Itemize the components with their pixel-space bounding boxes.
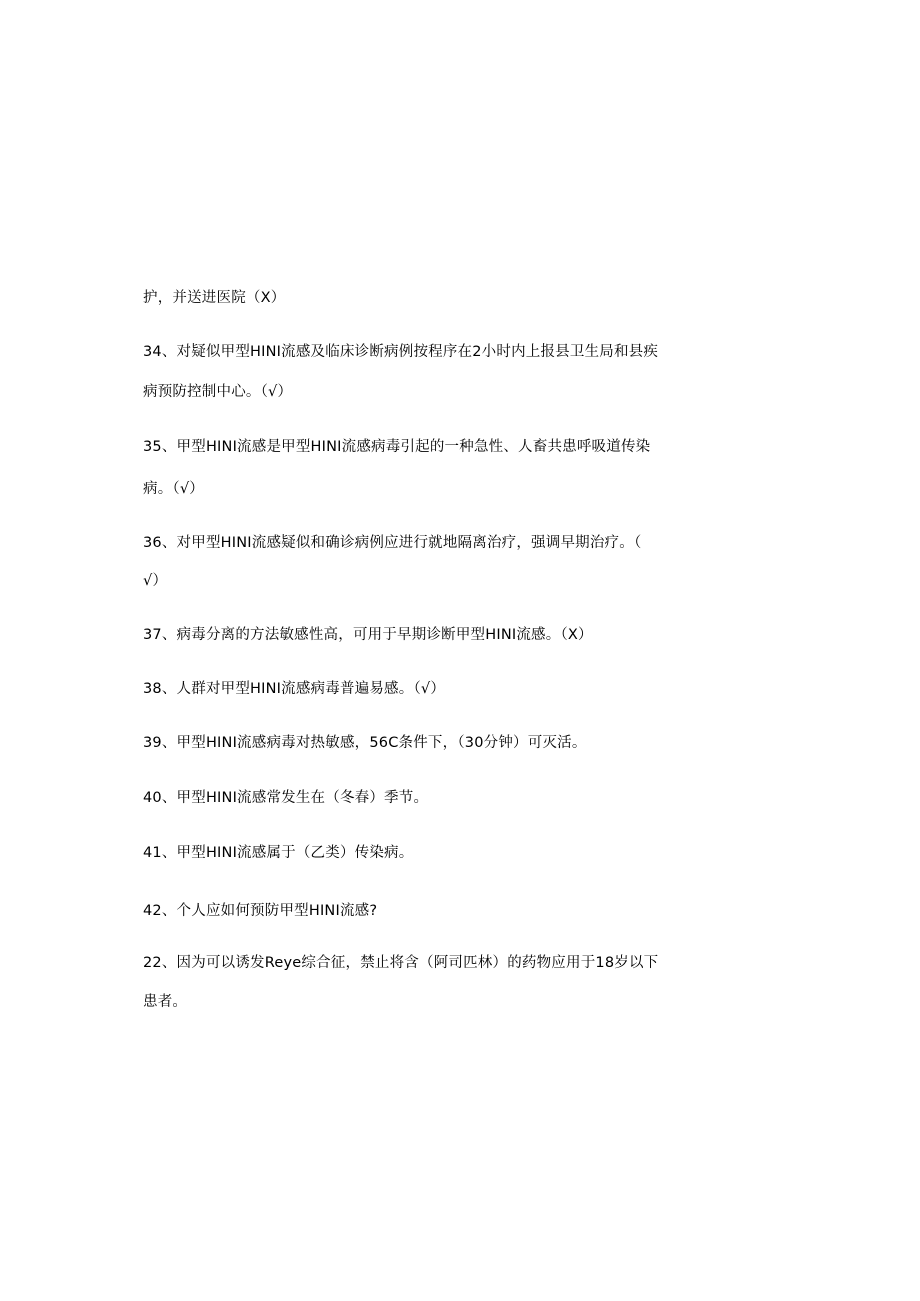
q35-line2: 病。（√） [143,481,204,497]
q39-line: 39、甲型HINI流感病毒对热敏感，56C条件下，（30分钟）可灭活。 [143,735,587,751]
q41-line: 41、甲型HINI流感属于（乙类）传染病。 [143,845,414,861]
q34-line1: 34、对疑似甲型HINI流感及临床诊断病例按程序在2小时内上报县卫生局和县疾 [143,344,659,360]
q35-line1: 35、甲型HINI流感是甲型HINI流感病毒引起的一种急性、人畜共患呼吸道传染 [143,439,651,455]
q33-continuation: 护，并送进医院（X） [143,290,286,306]
q42-line: 42、个人应如何预防甲型HINI流感? [143,903,378,919]
q40-line: 40、甲型HINI流感常发生在（冬春）季节。 [143,790,429,806]
q36-line1: 36、对甲型HINI流感疑似和确诊病例应进行就地隔离治疗，强调早期治疗。（ [143,535,642,551]
q37-line: 37、病毒分离的方法敏感性高，可用于早期诊断甲型HINI流感。（X） [143,627,593,643]
q36-line2: √） [143,573,168,589]
q34-line2: 病预防控制中心。（√） [143,384,293,400]
q22-line1: 22、因为可以诱发Reye综合征，禁止将含（阿司匹林）的药物应用于18岁以下 [143,955,659,971]
q38-line: 38、人群对甲型HINI流感病毒普遍易感。（√） [143,681,446,697]
q22-line2: 患者。 [143,994,188,1010]
